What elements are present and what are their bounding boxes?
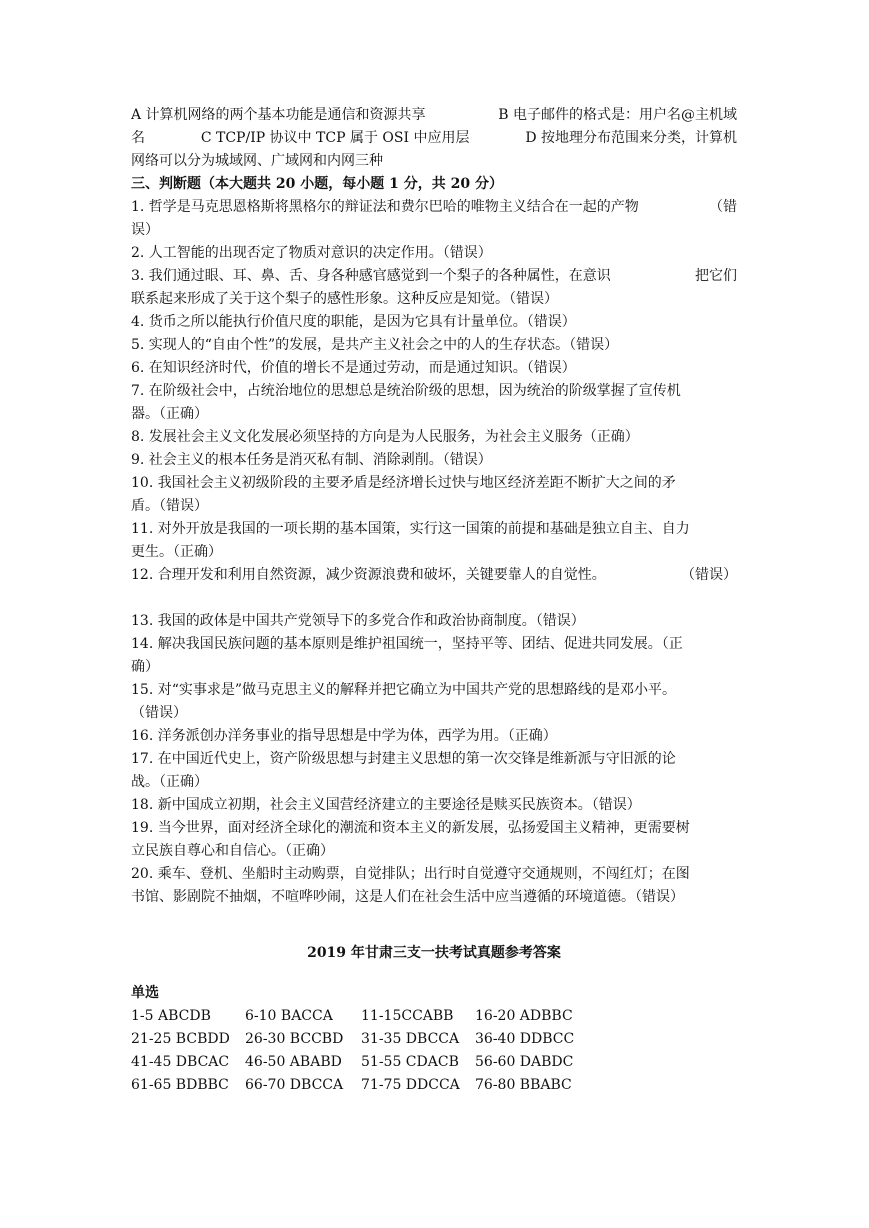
question-6 <box>131 357 737 380</box>
question-text: （错误） <box>131 705 187 721</box>
question-answer: （错 <box>709 199 737 215</box>
question-2 <box>131 242 737 265</box>
answer-cell: 51-55 CDACB <box>361 1054 459 1070</box>
option-c: C TCP/IP 协议中 TCP 属于 OSI 中应用层 <box>200 130 470 146</box>
question-text: 战。（正确） <box>131 774 208 790</box>
answer-cell: 1-5 ABCDB <box>131 1008 211 1024</box>
question-text: 确） <box>131 659 159 675</box>
question-20-line-2 <box>131 886 737 909</box>
question-text: 5. 实现人的“自由个性”的发展，是共产主义社会之中的人的生存状态。（错误） <box>131 337 619 353</box>
option-b-cont: 名 <box>131 130 145 146</box>
question-3-line-1 <box>131 265 737 288</box>
question-text: 16. 洋务派创办洋务事业的指导思想是中学为体，西学为用。（正确） <box>131 728 557 744</box>
answer-cell: 61-65 BDBBC <box>131 1077 229 1093</box>
question-text: 13. 我国的政体是中国共产党领导下的多党合作和政治协商制度。（错误） <box>131 613 585 629</box>
question-5 <box>131 334 737 357</box>
question-text: 8. 发展社会主义文化发展必须坚持的方向是为人民服务，为社会主义服务（正确） <box>131 429 639 445</box>
answer-key-title: 2019 年甘肃三支一扶考试真题参考答案 <box>307 945 561 961</box>
answer-row <box>131 1028 737 1051</box>
answer-row <box>131 1074 737 1097</box>
question-text: 把它们 <box>695 268 737 284</box>
options-line-1 <box>131 104 737 127</box>
answer-cell: 71-75 DDCCA <box>361 1077 460 1093</box>
answer-key-subtitle: 单选 <box>131 985 159 1001</box>
question-8 <box>131 426 737 449</box>
answer-cell: 36-40 DDBCC <box>475 1031 575 1047</box>
question-text: 6. 在知识经济时代，价值的增长不是通过劳动，而是通过知识。（错误） <box>131 360 576 376</box>
question-text: 12. 合理开发和利用自然资源，减少资源浪费和破坏，关键要靠人的自觉性。 <box>131 567 606 583</box>
question-text: 9. 社会主义的根本任务是消灭私有制、消除剥削。（错误） <box>131 452 492 468</box>
question-answer: （错误） <box>681 567 737 583</box>
question-16 <box>131 725 737 748</box>
question-15-line-1 <box>131 679 737 702</box>
question-text: 联系起来形成了关于这个梨子的感性形象。这种反应是知觉。（错误） <box>131 291 558 307</box>
question-10-line-2 <box>131 495 737 518</box>
answer-cell: 66-70 DBCCA <box>245 1077 344 1093</box>
question-text: 误） <box>131 222 159 238</box>
question-1-line-2 <box>131 219 737 242</box>
option-a: A 计算机网络的两个基本功能是通信和资源共享 <box>131 107 426 123</box>
question-19-line-2 <box>131 840 737 863</box>
question-15-line-2 <box>131 702 737 725</box>
answer-cell: 46-50 ABABD <box>245 1054 342 1070</box>
question-11-line-1 <box>131 518 737 541</box>
answer-row <box>131 1051 737 1074</box>
question-20-line-1 <box>131 863 737 886</box>
question-11-line-2 <box>131 541 737 564</box>
option-d: D 按地理分布范围来分类，计算机 <box>525 130 737 146</box>
answer-cell: 21-25 BCBDD <box>131 1031 230 1047</box>
question-text: 14. 解决我国民族问题的基本原则是维护祖国统一，坚持平等、团结、促进共同发展。（正 <box>131 636 683 652</box>
options-line-2 <box>131 127 737 150</box>
question-13 <box>131 610 737 633</box>
question-17-line-2 <box>131 771 737 794</box>
question-12 <box>131 564 737 587</box>
question-text: 15. 对“实事求是”做马克思主义的解释并把它确立为中国共产党的思想路线的是邓小平。 <box>131 682 677 698</box>
answer-cell: 41-45 DBCAC <box>131 1054 230 1070</box>
question-text: 1. 哲学是马克思恩格斯将黑格尔的辩证法和费尔巴哈的唯物主义结合在一起的产物 <box>131 199 639 215</box>
question-text: 器。（正确） <box>131 406 208 422</box>
question-1-line-1 <box>131 196 737 219</box>
answer-cell: 11-15CCABB <box>361 1008 454 1024</box>
question-17-line-1 <box>131 748 737 771</box>
answer-cell: 76-80 BBABC <box>475 1077 572 1093</box>
question-7-line-1 <box>131 380 737 403</box>
question-text: 3. 我们通过眼、耳、鼻、舌、身各种感官感觉到一个梨子的各种属性，在意识 <box>131 268 611 284</box>
question-text: 19. 当今世界，面对经济全球化的潮流和资本主义的新发展，弘扬爱国主义精神，更需要树 <box>131 820 690 836</box>
question-text: 11. 对外开放是我国的一项长期的基本国策，实行这一国策的前提和基础是独立自主、自力 <box>131 521 690 537</box>
document-page <box>131 104 737 1097</box>
options-line-3 <box>131 150 737 173</box>
answer-cell: 6-10 BACCA <box>245 1008 333 1024</box>
question-text: 2. 人工智能的出现否定了物质对意识的决定作用。（错误） <box>131 245 492 261</box>
question-text: 盾。（错误） <box>131 498 208 514</box>
question-text: 17. 在中国近代史上，资产阶级思想与封建主义思想的第一次交锋是维新派与守旧派的论 <box>131 751 676 767</box>
question-text: 书馆、影剧院不抽烟，不喧哗吵闹，这是人们在社会生活中应当遵循的环境道德。（错误） <box>131 889 684 905</box>
blank-line <box>131 587 737 610</box>
question-18 <box>131 794 737 817</box>
option-b: B 电子邮件的格式是：用户名@主机域 <box>498 107 737 123</box>
question-9 <box>131 449 737 472</box>
answer-cell: 16-20 ADBBC <box>475 1008 573 1024</box>
question-text: 7. 在阶级社会中，占统治地位的思想总是统治阶级的思想，因为统治的阶级掌握了宣传机 <box>131 383 681 399</box>
question-text: 20. 乘车、登机、坐船时主动购票，自觉排队；出行时自觉遵守交通规则，不闯红灯；在图 <box>131 866 690 882</box>
option-d-cont: 网络可以分为城域网、广域网和内网三种 <box>131 153 383 169</box>
question-14-line-2 <box>131 656 737 679</box>
question-text: 4. 货币之所以能执行价值尺度的职能，是因为它具有计量单位。（错误） <box>131 314 576 330</box>
answer-cell: 31-35 DBCCA <box>361 1031 460 1047</box>
answer-cell: 26-30 BCCBD <box>245 1031 344 1047</box>
question-3-line-2 <box>131 288 737 311</box>
question-text: 18. 新中国成立初期，社会主义国营经济建立的主要途径是赎买民族资本。（错误） <box>131 797 641 813</box>
question-text: 立民族自尊心和自信心。（正确） <box>131 843 334 859</box>
question-text: 10. 我国社会主义初级阶段的主要矛盾是经济增长过快与地区经济差距不断扩大之间的矛 <box>131 475 676 491</box>
answer-row <box>131 1005 737 1028</box>
question-14-line-1 <box>131 633 737 656</box>
question-4 <box>131 311 737 334</box>
section-heading: 三、判断题（本大题共 20 小题，每小题 1 分，共 20 分） <box>131 176 503 192</box>
question-text: 更生。（正确） <box>131 544 222 560</box>
question-7-line-2 <box>131 403 737 426</box>
question-19-line-1 <box>131 817 737 840</box>
answer-cell: 56-60 DABDC <box>475 1054 574 1070</box>
question-10-line-1 <box>131 472 737 495</box>
